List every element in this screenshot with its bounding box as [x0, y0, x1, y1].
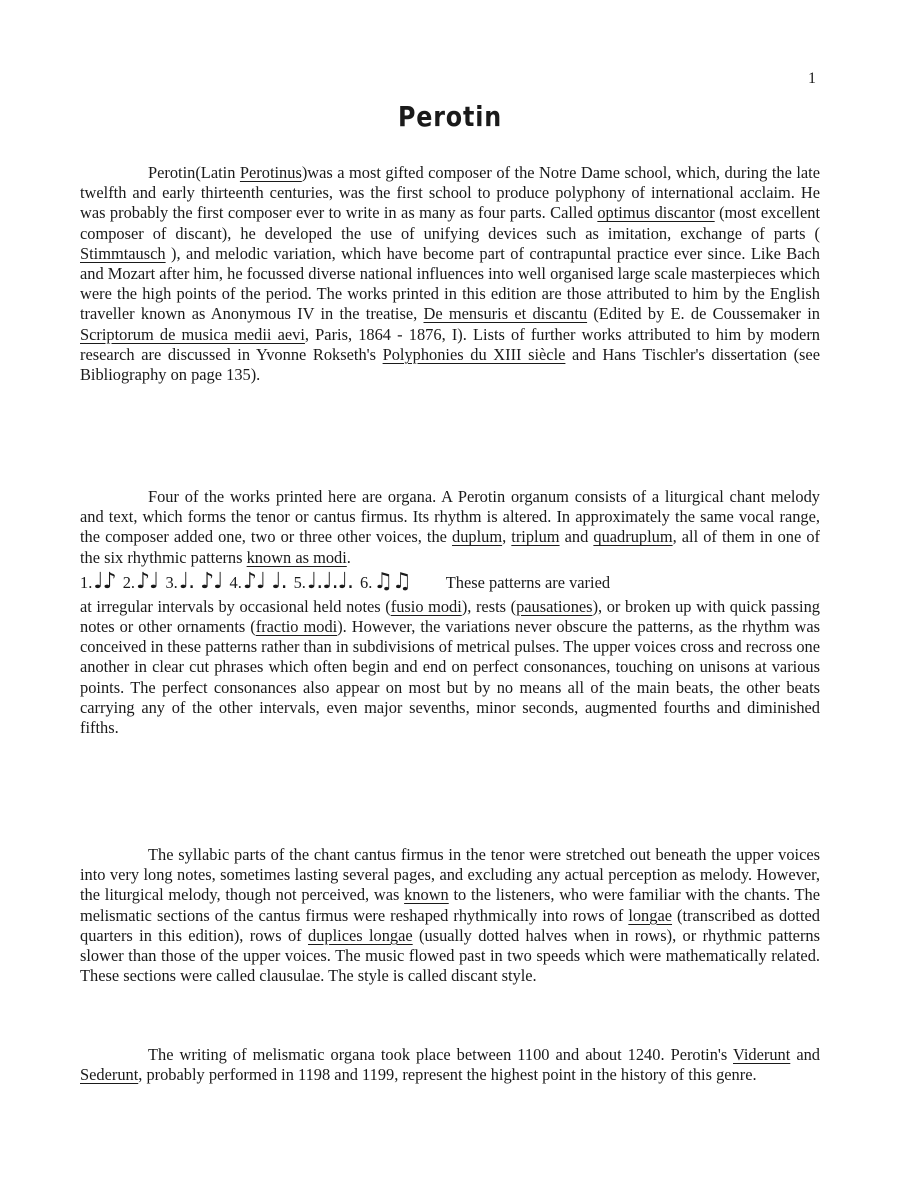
term-stimmtausch: Stimmtausch: [80, 243, 166, 263]
music-notes-icon: ♩♪: [93, 568, 116, 594]
page-title: Perotin: [397, 100, 503, 133]
music-notes-icon: ♩. ♪♩: [178, 568, 223, 594]
text-run: at irregular intervals by occasional held notes (: [80, 596, 391, 616]
rhythmic-mode-1: [80, 568, 116, 594]
music-notes-icon: ♩.♩.♩.: [306, 568, 354, 594]
term-triplum: triplum: [511, 527, 560, 547]
paragraph-intro: [80, 163, 820, 385]
text-run: and: [559, 527, 594, 547]
text-run: ), or broken up with quick passing notes or other ornaments (: [80, 596, 820, 637]
text-run: , Paris, 1864 - 1876, I). Lists of further works attributed to him by modern research are discussed in Yvonne Rokseth's: [80, 324, 820, 364]
rhythmic-mode-6: [360, 568, 411, 594]
paragraph-cantus-firmus: [80, 845, 820, 986]
page-number: 1: [808, 70, 816, 87]
title-polyphonies: Polyphonies du XIII siècle: [382, 344, 566, 364]
term-quadruplum: quadruplum: [593, 527, 673, 547]
text-run: These patterns are varied: [445, 572, 611, 592]
music-notes-icon: ♪♩: [136, 568, 159, 594]
paragraph-melismatic-organa: [80, 1045, 820, 1085]
term-duplices-longae: duplices longae: [308, 925, 413, 945]
title-viderunt: Viderunt: [733, 1045, 791, 1064]
mode-number: 4.: [229, 572, 242, 592]
text-run: Perotin(Latin: [148, 163, 240, 182]
mode-number: 2.: [122, 572, 136, 592]
text-run: ,: [502, 527, 512, 547]
text-run: The syllabic parts of the chant cantus firmus in the tenor were stretched out beneath the upper voices into very long notes, sometimes lasting several pages, and excluding any actual perception as melody. However, the liturgical melody, though not perceived, was: [80, 845, 820, 905]
term-pausationes: pausationes: [516, 596, 593, 616]
mode-number: 6.: [360, 572, 373, 592]
term-duplum: duplum: [452, 527, 503, 547]
term-known: known: [404, 885, 449, 905]
music-notes-icon: ♫♫: [373, 568, 411, 594]
rhythmic-mode-4: [229, 568, 287, 594]
rhythmic-mode-3: [165, 568, 223, 594]
text-run: to the listeners, who were familiar with the chants. The melismatic sections of the cantus firmus were reshaped rhythmically into rows of: [80, 885, 820, 925]
text-run: ), and melodic variation, which have become part of contrapuntal practice ever since. Like Bach and Mozart after him, he focussed diverse national influences into well organised large scale masterpieces which were the high points of the period. The works printed in this edition are those attributed to him by the English traveller known as Anonymous IV in the treatise,: [80, 243, 820, 324]
term-longae: longae: [628, 905, 673, 925]
title-de-mensuris: De mensuris et discantu: [423, 304, 588, 324]
mode-number: 5.: [293, 572, 306, 592]
rhythmic-mode-2: [122, 568, 159, 594]
mode-number: 1.: [80, 572, 93, 592]
text-run: (Edited by E. de Coussemaker in: [587, 304, 820, 324]
term-fusio-modi: fusio modi: [390, 596, 462, 616]
paragraph-organa: [80, 487, 820, 738]
term-modi: known as modi: [246, 547, 347, 567]
text-run: , all of them in one of the six rhythmic patterns: [80, 527, 820, 567]
title-sederunt: Sederunt: [80, 1065, 139, 1085]
rhythmic-modes-row: [80, 568, 820, 594]
text-run: (usually dotted halves when in rows), or rhythmic patterns slower than those of the upper voices. The music flowed past in two speeds which were mathematically related. These sections were called clausulae. The style is called discant style.: [80, 925, 820, 986]
text-run: ). However, the variations never obscure the patterns, as the rhythm was conceived in these patterns rather than in subdivisions of metrical pulses. The upper voices cross and recross one another in clear cut phrases which often begin and end on perfect consonances, touching on unisons at various points. The perfect consonances also appear on most but by no means all of the main beats, the other beats carrying any of the other intervals, even major sevenths, minor seconds, augmented fourths and diminished fifths.: [80, 617, 821, 738]
term-fractio-modi: fractio modi: [255, 617, 338, 637]
text-run: (most excellent composer of discant), he developed the use of unifying devices such as imitation, exchange of parts (: [80, 203, 820, 243]
text-run: .: [346, 547, 351, 567]
music-notes-icon: ♪♩ ♩.: [242, 568, 287, 594]
title-scriptorum: Scriptorum de musica medii aevi: [80, 324, 305, 344]
mode-number: 3.: [165, 572, 178, 592]
term-perotinus: Perotinus: [239, 163, 302, 182]
text-run: and: [790, 1045, 820, 1064]
text-run: , probably performed in 1198 and 1199, represent the highest point in the history of this genre.: [138, 1065, 757, 1085]
text-run: Four of the works printed here are organa. A Perotin organum consists of a liturgical chant melody and text, which forms the tenor or cantus firmus. Its rhythm is altered. In approximately the same vocal range, the composer added one, two or three other voices, the: [80, 487, 820, 547]
text-run: )was a most gifted composer of the Notre Dame school, which, during the late twelfth and early thirteenth centuries, was the first school to produce polyphony of international acclaim. He was probably the first composer ever to write in as many as four parts. Called: [80, 163, 820, 223]
text-run: The writing of melismatic organa took place between 1100 and about 1240. Perotin's: [148, 1045, 734, 1064]
text-run: ), rests (: [461, 596, 517, 616]
term-optimus-discantor: optimus discantor: [597, 203, 715, 223]
text-run: (transcribed as dotted quarters in this edition), rows of: [80, 905, 821, 945]
rhythmic-mode-5: [293, 568, 354, 594]
text-run: and Hans Tischler's dissertation (see Bibliography on page 135).: [80, 344, 820, 385]
